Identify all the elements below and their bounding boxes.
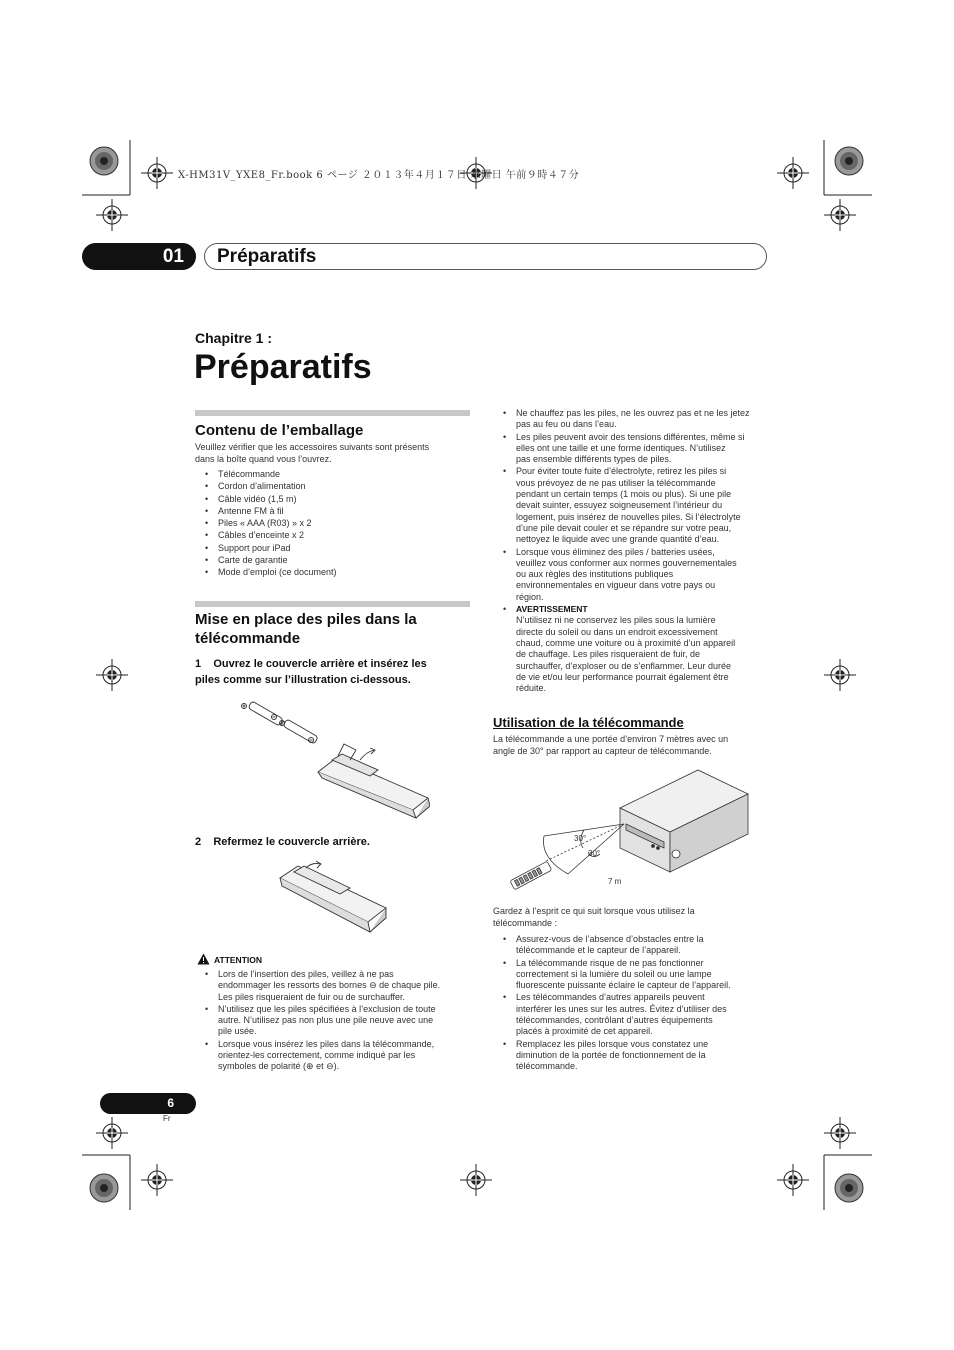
page-number: 6 — [100, 1093, 196, 1114]
avertissement-label: • AVERTISSEMENT — [516, 604, 588, 615]
warning-icon — [197, 953, 210, 965]
list-item: • Cordon d’alimentation — [196, 481, 471, 492]
distance-label: 7 m — [608, 877, 622, 886]
list-item: • Mode d’emploi (ce document) — [196, 567, 471, 578]
list-item: • Pour éviter toute fuite d’électrolyte, retirez les piles si vous prévoyez de ne pas utiliser la télécommande pendant un certain temps (1 mois ou plus). Si une pile devait suinter, essuyez soigneusement l’intérieur du logement, puis insérez de nouvelles piles. Si l’électrolyte d’une pile devait couler et se répandre sur votre peau, nettoyez le liquide avec une grande quantité d’eau. — [494, 466, 779, 545]
list-item: • Assurez-vous de l’absence d’obstacles entre la télécommande et le capteur de l’appareil. — [494, 934, 779, 957]
list-item: • Remplacez les piles lorsque vous constatez une diminution de la portée de fonctionnement de la télécommande. — [494, 1039, 779, 1073]
list-item: • Câbles d’enceinte x 2 — [196, 530, 471, 541]
step-2: 2 Refermez le couvercle arrière. — [195, 836, 370, 848]
list-item: • Lorsque vous éliminez des piles / batteries usées, veuillez vous conformer aux normes gouvernementales ou aux règles des institutions publiques environnementales en vigueur dans votre pays ou région. — [494, 547, 779, 603]
chapter-label: Chapitre 1 : — [195, 330, 273, 346]
mise-heading: Mise en place des piles dans la télécommande — [195, 611, 417, 647]
utilisation-intro: La télécommande a une portée d’environ 7 mètres avec un angle de 30° par rapport au capteur de télécommande. — [493, 734, 729, 756]
utilisation-heading: Utilisation de la télécommande — [493, 715, 684, 730]
section-divider — [195, 410, 470, 416]
list-item: • N’utilisez que les piles spécifiées à l’exclusion de toute autre. N’utilisez pas non plus une pile neuve avec une pile usée. — [196, 1004, 486, 1038]
angle-label-1: 30° — [574, 834, 587, 843]
remarks-list — [494, 934, 779, 1074]
list-item: • Les télécommandes d’autres appareils peuvent interférer les unes sur les autres. Évitez d’utiliser des télécommandes, contrôlant d’autres équipements placés à proximité de cet appareil. — [494, 992, 779, 1037]
attention-label: ATTENTION — [214, 955, 263, 965]
chapter-tab-title: Préparatifs — [204, 243, 767, 270]
list-item: • Les piles peuvent avoir des tensions différentes, même si elles ont une taille et une forme identiques. N’utilisez pas ensemble différents types de piles. — [494, 432, 779, 466]
list-item: • Support pour iPad — [196, 543, 471, 554]
list-item: • Câble vidéo (1,5 m) — [196, 494, 471, 505]
list-item: • Télécommande — [196, 469, 471, 480]
section-divider — [195, 601, 470, 607]
contenu-intro: Veuillez vérifier que les accessoires suivants sont présents dans la boîte quand vous l’ouvrez. — [195, 442, 430, 464]
remote-range-diagram — [508, 768, 753, 896]
list-item: • Ne chauffez pas les piles, ne les ouvrez pas et ne les jetez pas au feu ou dans l’eau. — [494, 408, 779, 431]
list-item: • Antenne FM à fil — [196, 506, 471, 517]
cover-close-illustration — [276, 858, 388, 940]
battery-precautions-list — [494, 408, 779, 695]
attention-list — [196, 969, 486, 1074]
battery-insert-illustration — [238, 700, 430, 828]
print-header: X-HM31V_YXE8_Fr.book 6 ページ ２０１３年４月１７日 水曜日 午前９時４７分 — [178, 170, 580, 181]
list-item: • Piles « AAA (R03) » x 2 — [196, 518, 471, 529]
step-1: 1 Ouvrez le couvercle arrière et insérez les piles comme sur l’illustration ci-dessous. — [195, 658, 427, 686]
avertissement-item: • AVERTISSEMENT N’utilisez ni ne conservez les piles sous la lumière directe du soleil ou dans un endroit excessivement chaud, comme une voiture ou à proximité d’un appareil de chauffage. Les piles risqueraient de fuir, de surchauffer, d’exploser ou de s’enflammer. Leur durée de vie et/ou leur performance pourrait également être réduite. — [494, 604, 779, 694]
contenu-heading: Contenu de l’emballage — [195, 422, 364, 439]
chapter-tab-number: 01 — [82, 243, 196, 270]
angle-label-2: 30° — [588, 849, 601, 858]
list-item: • La télécommande risque de ne pas fonctionner correctement si la lumière du soleil ou une lampe fluorescente puissante éclaire le capteur de l’appareil. — [494, 958, 779, 992]
list-item: • Lorsque vous insérez les piles dans la télécommande, orientez-les correctement, comme indiqué par les symboles de polarité (⊕ et ⊖). — [196, 1039, 486, 1073]
page-title: Préparatifs — [194, 348, 372, 386]
contenu-list — [196, 469, 471, 580]
page-language: Fr — [163, 1114, 171, 1123]
remarks-intro: Gardez à l’esprit ce qui suit lorsque vous utilisez la télécommande : — [493, 906, 695, 928]
list-item: • Lors de l’insertion des piles, veillez à ne pas endommager les ressorts des bornes ⊖ de chaque pile. Les piles risqueraient de fuir ou de surchauffer. — [196, 969, 486, 1003]
list-item: • Carte de garantie — [196, 555, 471, 566]
